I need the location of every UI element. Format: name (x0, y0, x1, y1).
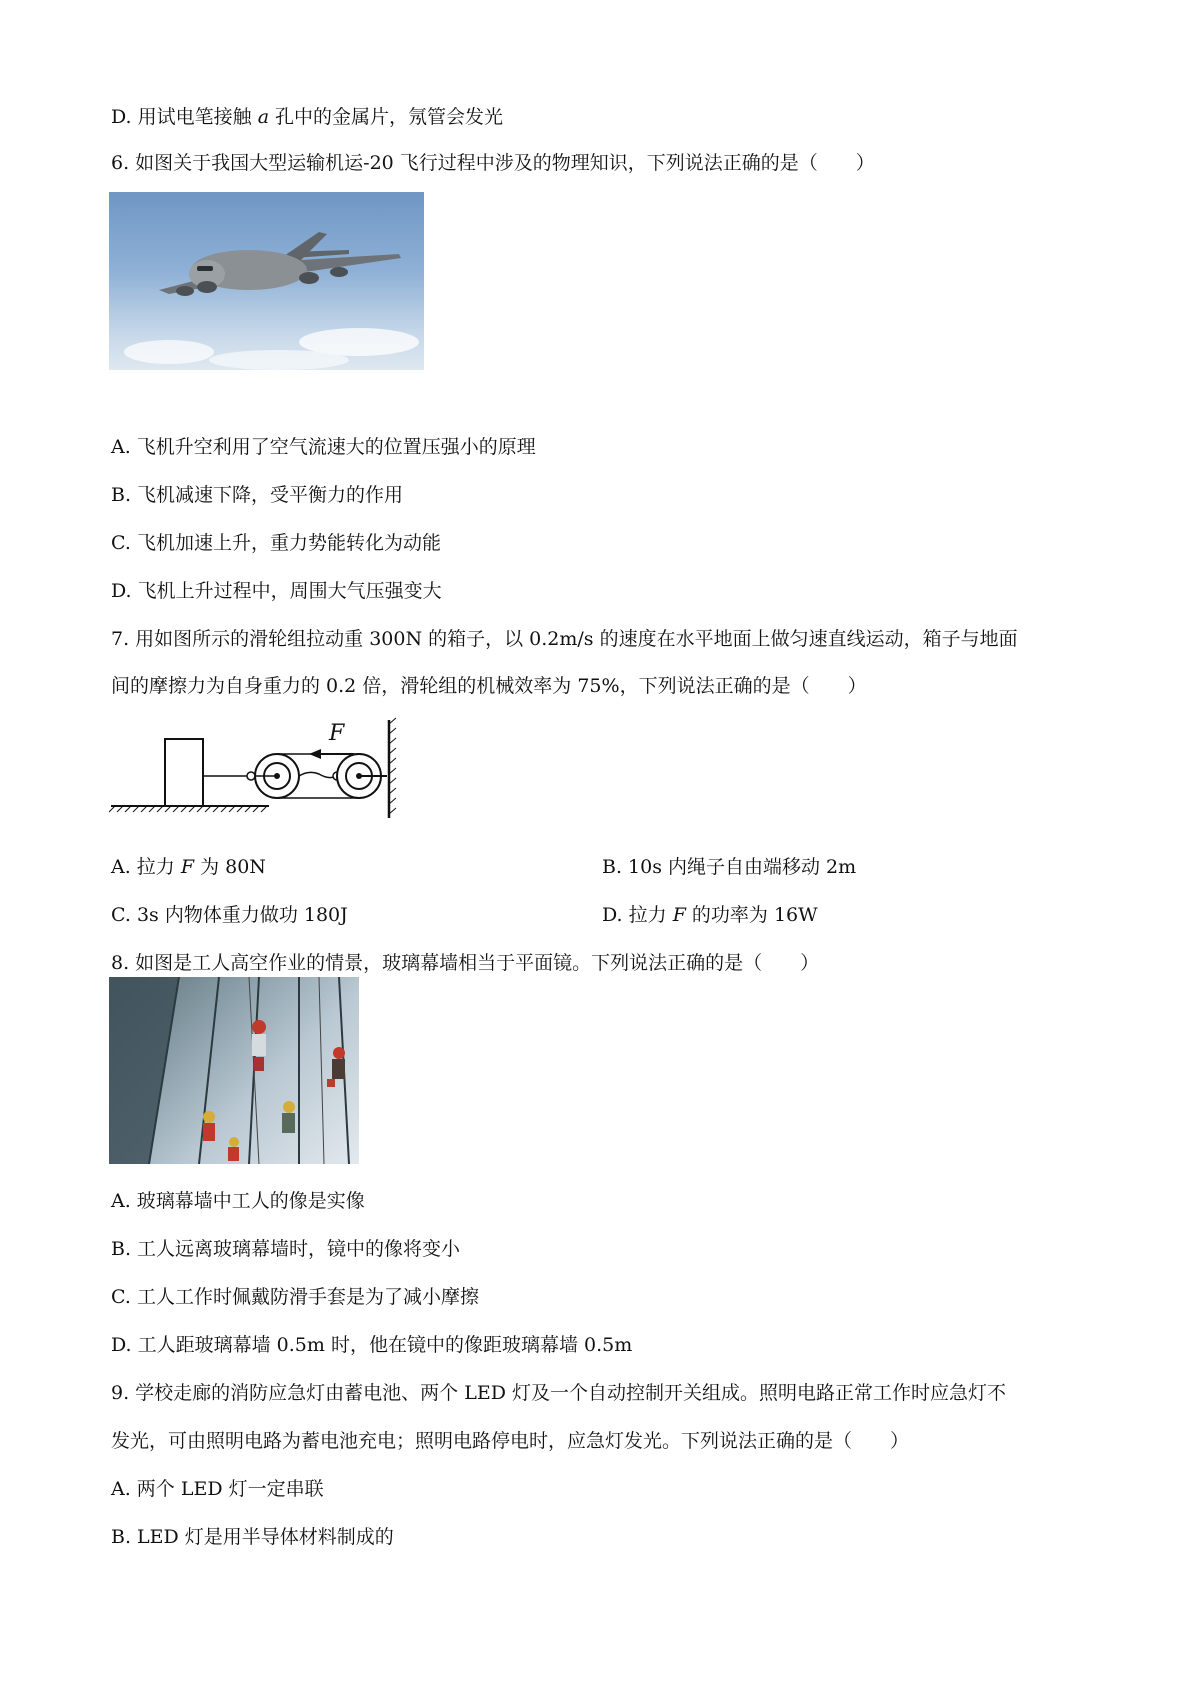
q7-option-a: A. 拉力 F 为 80N (111, 856, 266, 878)
q9-stem-line1: 9. 学校走廊的消防应急灯由蓄电池、两个 LED 灯及一个自动控制开关组成。照明电路正常工作时应急灯不 (111, 1382, 1006, 1404)
q7-stem-line1: 7. 用如图所示的滑轮组拉动重 300N 的箱子，以 0.2m/s 的速度在水平地面上做匀速直线运动，箱子与地面 (111, 628, 1018, 650)
q7-option-b: B. 10s 内绳子自由端移动 2m (602, 856, 857, 878)
workers-glass-wall-photo (109, 977, 359, 1164)
q7-stem-line2: 间的摩擦力为自身重力的 0.2 倍，滑轮组的机械效率为 75%，下列说法正确的是（ ） (111, 675, 867, 697)
q7-option-d: D. 拉力 F 的功率为 16W (602, 904, 818, 926)
transport-plane-photo (109, 192, 424, 370)
q9-stem-line2: 发光，可由照明电路为蓄电池充电；照明电路停电时，应急灯发光。下列说法正确的是（ ） (111, 1430, 910, 1452)
q6-option-b: B. 飞机减速下降，受平衡力的作用 (111, 484, 404, 506)
q9-option-b: B. LED 灯是用半导体材料制成的 (111, 1526, 394, 1548)
q6-option-d: D. 飞机上升过程中，周围大气压强变大 (111, 580, 442, 602)
pulley-system-diagram (109, 714, 419, 824)
q8-option-b: B. 工人远离玻璃幕墙时，镜中的像将变小 (111, 1238, 461, 1260)
q8-option-d: D. 工人距玻璃幕墙 0.5m 时，他在镜中的像距玻璃幕墙 0.5m (111, 1334, 633, 1356)
q8-option-c: C. 工人工作时佩戴防滑手套是为了减小摩擦 (111, 1286, 479, 1308)
prev-question-option-d: D. 用试电笔接触 a 孔中的金属片，氖管会发光 (111, 106, 504, 128)
transport-plane-illustration (109, 192, 424, 370)
pulley-system-svg (109, 714, 419, 824)
glass-wall-illustration (109, 977, 359, 1164)
q9-option-a: A. 两个 LED 灯一定串联 (111, 1478, 324, 1500)
q7-option-c: C. 3s 内物体重力做功 180J (111, 904, 348, 926)
q8-option-a: A. 玻璃幕墙中工人的像是实像 (111, 1190, 365, 1212)
q8-stem: 8. 如图是工人高空作业的情景，玻璃幕墙相当于平面镜。下列说法正确的是（ ） (111, 952, 820, 974)
force-f-label: F (329, 721, 345, 746)
q6-option-c: C. 飞机加速上升，重力势能转化为动能 (111, 532, 441, 554)
q6-option-a: A. 飞机升空利用了空气流速大的位置压强小的原理 (111, 436, 536, 458)
q6-stem: 6. 如图关于我国大型运输机运-20 飞行过程中涉及的物理知识，下列说法正确的是（ ） (111, 152, 875, 174)
